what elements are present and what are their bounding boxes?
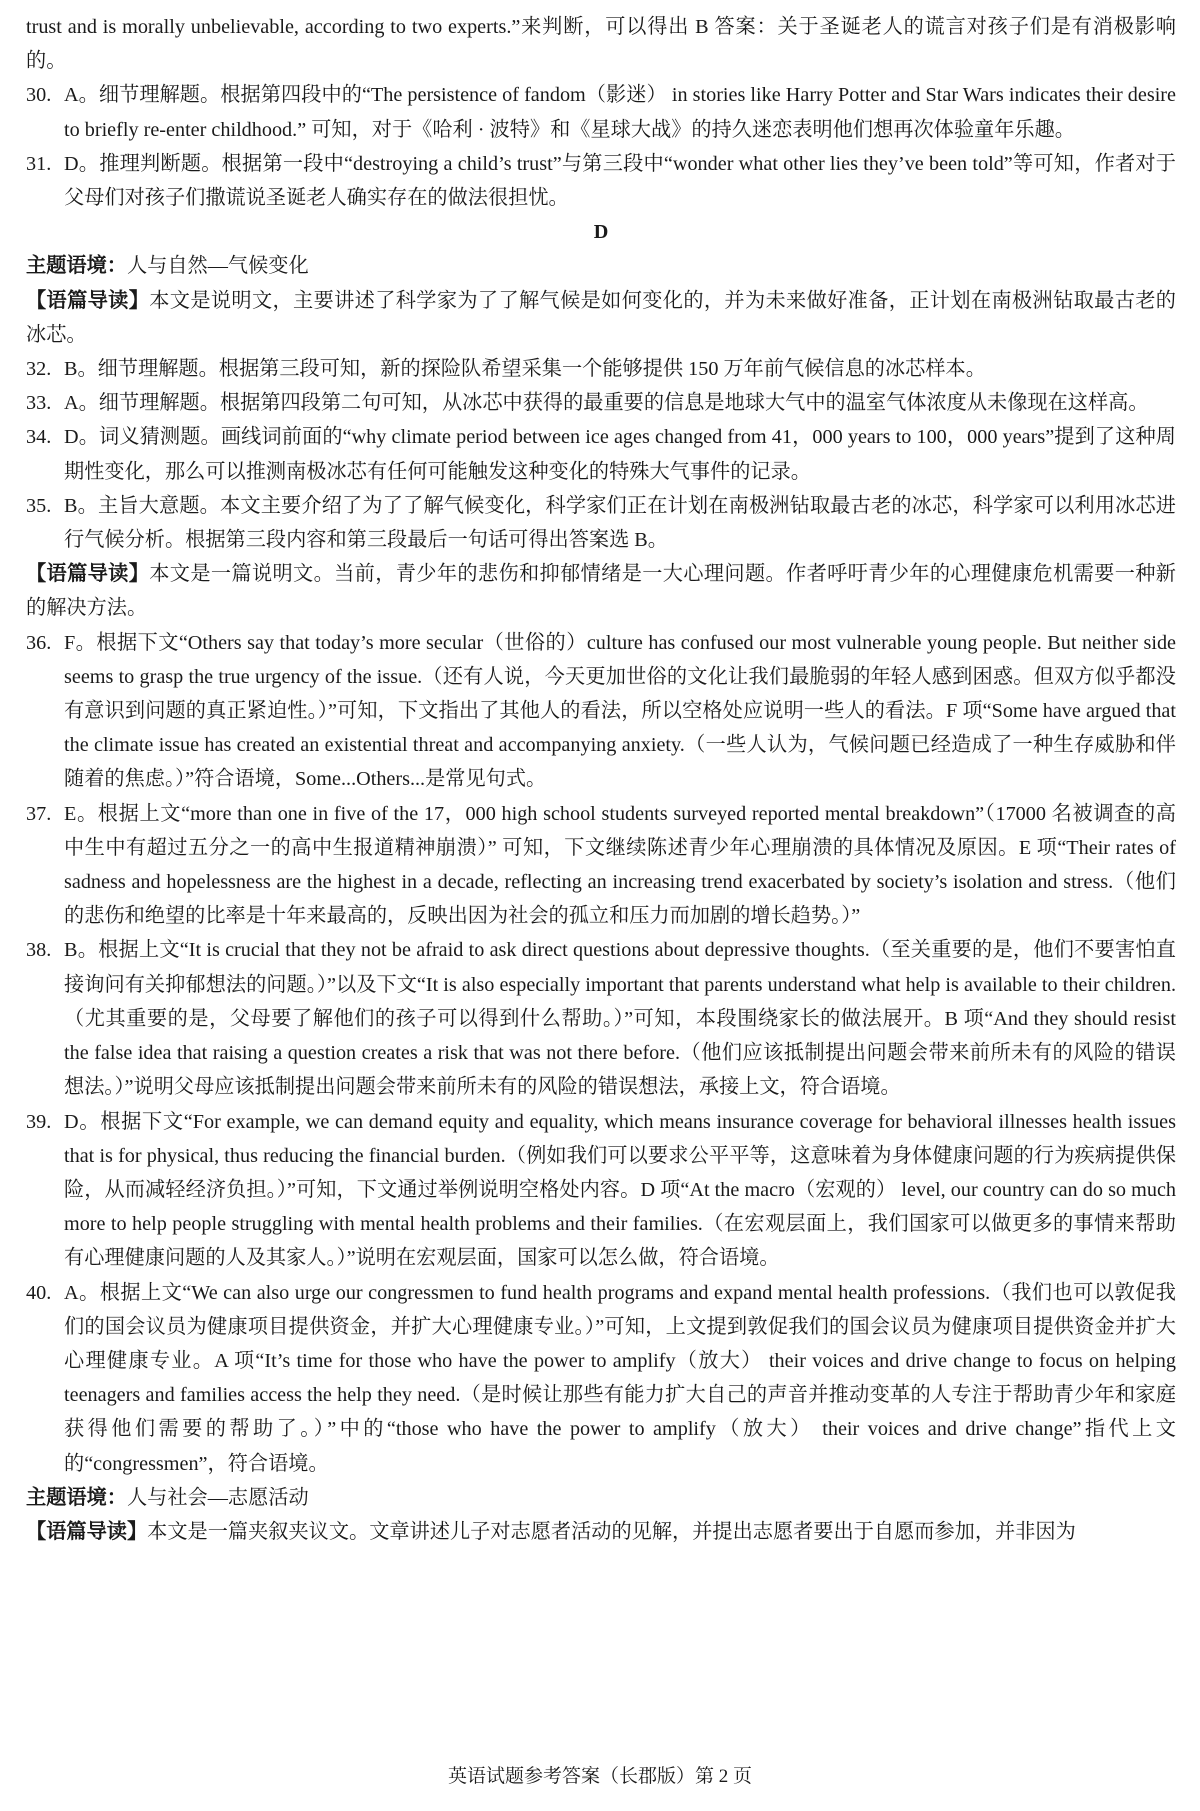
item-number: 38. [26, 939, 52, 962]
theme-label: 主题语境： [26, 1486, 127, 1509]
item-number: 31. [26, 152, 52, 175]
item-text: D。推理判断题。根据第一段中“destroying a child’s trust”与第三段中“wonder what other lies they’ve been told”等可知，作者对于父母们对孩子们撒谎说圣诞老人确实存在的做法很担忧。 [64, 152, 1176, 210]
item-text: A。根据上文“We can also urge our congressmen to fund health programs and expand mental health professions.（我们也可以敦促我们的国会议员为健康项目提供资金，并扩大心理健康专业。）”可知，上文提到敦促我们的国会议员为健康项目提供资金并扩大心理健康专业。A 项“It’s time for those who have the power to amplify（放大） their voices and drive change to focus on helping teenagers and families access the help they need.（是时候让那些有能力扩大自己的声音并推动变革的人专注于帮助青少年和家庭获得他们需要的帮助了。）”中的“those who have the power to amplify（放大） their voices and drive change”指代上文的“congressmen”，符合语境。 [64, 1281, 1176, 1475]
answer-item-32 [26, 352, 1176, 386]
item-number: 39. [26, 1110, 52, 1133]
passage-guide-next [26, 1515, 1176, 1549]
theme-context-d [26, 249, 1176, 283]
item-number: 36. [26, 631, 52, 654]
answer-item-38 [26, 933, 1176, 1104]
item-text: E。根据上文“more than one in five of the 17，000 high school students surveyed reported mental breakdown”（17000 名被调查的高中生中有超过五分之一的高中生报道精神崩溃）” 可知，下文继续陈述青少年心理崩溃的具体情况及原因。E 项“Their rates of sadness and hopelessness are the highest in a decade, reflecting an increasing trend exacerbated by society’s isolation and stress.（他们的悲伤和绝望的比率是十年来最高的，反映出因为社会的孤立和压力而加剧的增长趋势。）” [64, 802, 1176, 928]
item-number: 34. [26, 426, 52, 449]
item-text: B。主旨大意题。本文主要介绍了为了了解气候变化，科学家们正在计划在南极洲钻取最古老的冰芯，科学家可以利用冰芯进行气候分析。根据第三段内容和第三段最后一句话可得出答案选 B。 [64, 494, 1176, 552]
theme-value: 人与社会—志愿活动 [126, 1486, 309, 1509]
answer-item-40 [26, 1276, 1176, 1481]
item-text: A。细节理解题。根据第四段中的“The persistence of fandom（影迷） in stories like Harry Potter and Star Wars indicates their desire to briefly re-enter childhood.” 可知，对于《哈利 · 波特》和《星球大战》的持久迷恋表明他们想再次体验童年乐趣。 [64, 84, 1176, 141]
passage-guide-d [26, 284, 1176, 352]
guide-label: 【语篇导读】 [26, 289, 150, 312]
answer-item-30 [26, 78, 1176, 146]
item-text: D。词义猜测题。画线词前面的“why climate period between ice ages changed from 41，000 years to 100，000 years”提到了这种周期性变化，那么可以推测南极冰芯有任何可能触发这种变化的特殊大气事件的记录。 [64, 426, 1176, 483]
item-number: 33. [26, 392, 52, 415]
answer-item-35 [26, 489, 1176, 557]
theme-label: 主题语境： [26, 255, 127, 278]
page-footer: 英语试题参考答案（长郡版）第 2 页 [447, 1766, 752, 1787]
theme-value: 人与自然—气候变化 [126, 255, 309, 278]
answer-item-31 [26, 147, 1176, 215]
item-number: 30. [26, 84, 52, 107]
guide-label: 【语篇导读】 [26, 1520, 148, 1543]
continuation-text: trust and is morally unbelievable, according to two experts.”来判断，可以得出 B 答案：关于圣诞老人的谎言对孩子们是有消极影响的。 [26, 16, 1176, 73]
answer-item-39 [26, 1105, 1176, 1276]
theme-context-next [26, 1481, 1176, 1515]
answer-item-33 [26, 386, 1176, 420]
item-number: 32. [26, 358, 52, 381]
guide-text: 本文是一篇夹叙夹议文。文章讲述儿子对志愿者活动的见解，并提出志愿者要出于自愿而参加，并非因为 [147, 1520, 1076, 1543]
item-number: 37. [26, 802, 52, 825]
item-text: F。根据下文“Others say that today’s more secular（世俗的）culture has confused our most vulnerable young people. But neither side seems to grasp the true urgency of the issue.（还有人说，今天更加世俗的文化让我们最脆弱的年轻人感到困惑。但双方似乎都没有意识到问题的真正紧迫性。）”可知，下文指出了其他人的看法，所以空格处应说明一些人的看法。F 项“Some have argued that the climate issue has created an existential threat and accompanying anxiety.（一些人认为，气候问题已经造成了一种生存威胁和伴随着的焦虑。）”符合语境，Some...Others...是常见句式。 [64, 631, 1176, 791]
answer-page [26, 10, 1176, 1549]
answer-item-34 [26, 420, 1176, 488]
item-text: B。细节理解题。根据第三段可知，新的探险队希望采集一个能够提供 150 万年前气候信息的冰芯样本。 [64, 358, 986, 381]
guide-label: 【语篇导读】 [26, 563, 150, 586]
item-number: 35. [26, 494, 52, 517]
answer-item-36 [26, 626, 1176, 797]
section-heading-d: D [593, 221, 609, 244]
item-text: D。根据下文“For example, we can demand equity and equality, which means insurance coverage for behavioral illnesses health issues that is for physical, thus reducing the financial burden.（例如我们可以要求公平平等，这意味着为身体健康问题的行为疾病提供保险，从而减轻经济负担。）”可知，下文通过举例说明空格处内容。D 项“At the macro（宏观的） level, our country can do so much more to help people struggling with mental health problems and their families.（在宏观层面上，我们国家可以做更多的事情来帮助有心理健康问题的人及其家人。）”说明在宏观层面，国家可以怎么做，符合语境。 [64, 1110, 1176, 1270]
guide-text: 本文是一篇说明文。当前，青少年的悲伤和抑郁情绪是一大心理问题。作者呼吁青少年的心理健康危机需要一种新的解决方法。 [26, 563, 1176, 620]
item-text: B。根据上文“It is crucial that they not be afraid to ask direct questions about depressive thoughts.（至关重要的是，他们不要害怕直接询问有关抑郁想法的问题。）”以及下文“It is also especially important that parents understand what help is available to their children.（尤其重要的是，父母要了解他们的孩子可以得到什么帮助。）”可知，本段围绕家长的做法展开。B 项“And they should resist the false idea that raising a question creates a risk that was not there before.（他们应该抵制提出问题会带来前所未有的风险的错误想法。）”说明父母应该抵制提出问题会带来前所未有的风险的错误想法，承接上文，符合语境。 [64, 939, 1176, 1099]
item-number: 40. [26, 1281, 52, 1304]
answer-item-37 [26, 797, 1176, 934]
passage-guide-seven [26, 557, 1176, 625]
guide-text: 本文是说明文，主要讲述了科学家为了了解气候是如何变化的，并为未来做好准备，正计划在南极洲钻取最古老的冰芯。 [26, 289, 1176, 346]
item-text: A。细节理解题。根据第四段第二句可知，从冰芯中获得的最重要的信息是地球大气中的温室气体浓度从未像现在这样高。 [64, 392, 1149, 415]
